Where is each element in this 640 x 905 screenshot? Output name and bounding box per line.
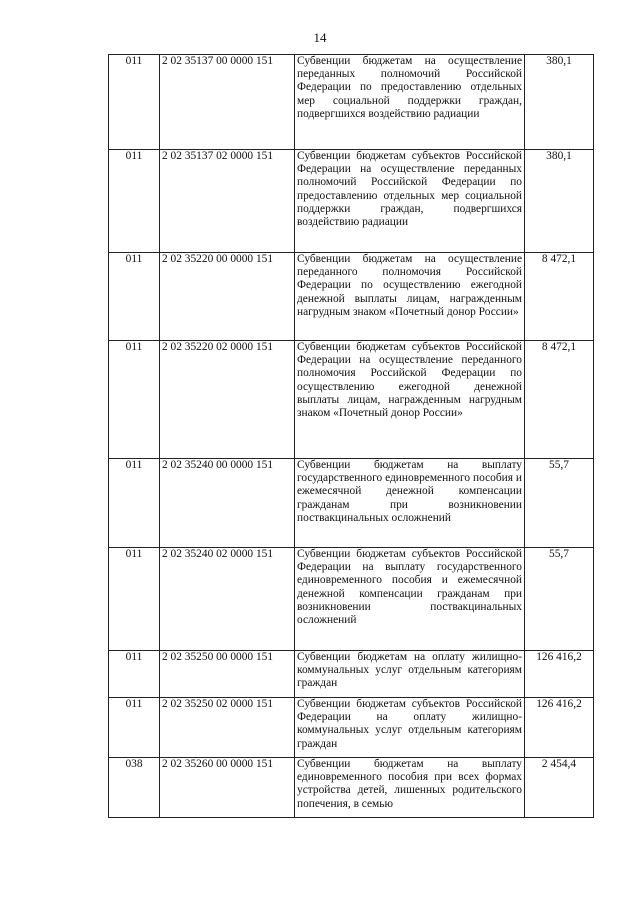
table-row: [109, 698, 594, 758]
table-row: [109, 651, 594, 698]
table-row: [109, 548, 594, 651]
kbk-code-cell: 2 02 35240 00 0000 151: [160, 459, 295, 548]
table-row: [109, 341, 594, 459]
kbk-code-cell: 2 02 35220 00 0000 151: [160, 253, 295, 341]
table-row: [109, 253, 594, 341]
amount-cell: 380,1: [525, 55, 594, 150]
amount-cell: 380,1: [525, 150, 594, 253]
budget-table: [108, 54, 594, 818]
admin-code-cell: 011: [109, 253, 160, 341]
revenue-name-cell: Субвенции бюджетам на выплату единовременного пособия при всех формах устройства детей, лишенных родительского попечения, в семью: [295, 758, 525, 818]
amount-cell: 8 472,1: [525, 253, 594, 341]
amount-cell: 126 416,2: [525, 698, 594, 758]
table-row: [109, 150, 594, 253]
revenue-name-cell: Субвенции бюджетам на оплату жилищно-коммунальных услуг отдельным категориям граждан: [295, 651, 525, 698]
revenue-name-cell: Субвенции бюджетам на осуществление переданных полномочий Российской Федерации по предоставлению отдельных мер социальной поддержки граждан, подвергшихся воздействию радиации: [295, 55, 525, 150]
table-row: [109, 55, 594, 150]
revenue-name-cell: Субвенции бюджетам субъектов Российской Федерации на осуществление переданных полномочий Российской Федерации по предоставлению отдельных мер социальной поддержки граждан, подвергшихся воздействию радиации: [295, 150, 525, 253]
admin-code-cell: 011: [109, 548, 160, 651]
amount-cell: 2 454,4: [525, 758, 594, 818]
revenue-name-cell: Субвенции бюджетам на осуществление переданного полномочия Российской Федерации по осуществлению ежегодной денежной выплаты лицам, награжденным нагрудным знаком «Почетный донор России»: [295, 253, 525, 341]
page-number: 14: [313, 30, 327, 45]
table-row: [109, 758, 594, 818]
revenue-name-cell: Субвенции бюджетам субъектов Российской Федерации на осуществление переданного полномочия Российской Федерации по осуществлению ежегодной денежной выплаты лицам, награжденным нагрудным знаком «Почетный донор России»: [295, 341, 525, 459]
revenue-name-cell: Субвенции бюджетам на выплату государственного единовременного пособия и ежемесячной денежной компенсации гражданам при возникновении поствакцинальных осложнений: [295, 459, 525, 548]
admin-code-cell: 011: [109, 698, 160, 758]
admin-code-cell: 011: [109, 651, 160, 698]
amount-cell: 55,7: [525, 459, 594, 548]
kbk-code-cell: 2 02 35220 02 0000 151: [160, 341, 295, 459]
table-row: [109, 459, 594, 548]
kbk-code-cell: 2 02 35250 02 0000 151: [160, 698, 295, 758]
revenue-name-cell: Субвенции бюджетам субъектов Российской Федерации на оплату жилищно-коммунальных услуг отдельным категориям граждан: [295, 698, 525, 758]
kbk-code-cell: 2 02 35240 02 0000 151: [160, 548, 295, 651]
kbk-code-cell: 2 02 35260 00 0000 151: [160, 758, 295, 818]
admin-code-cell: 011: [109, 341, 160, 459]
revenue-name-cell: Субвенции бюджетам субъектов Российской Федерации на выплату государственного единовременного пособия и ежемесячной денежной компенсации гражданам при возникновении поствакцинальных осложнений: [295, 548, 525, 651]
admin-code-cell: 038: [109, 758, 160, 818]
amount-cell: 126 416,2: [525, 651, 594, 698]
admin-code-cell: 011: [109, 150, 160, 253]
kbk-code-cell: 2 02 35250 00 0000 151: [160, 651, 295, 698]
kbk-code-cell: 2 02 35137 02 0000 151: [160, 150, 295, 253]
admin-code-cell: 011: [109, 459, 160, 548]
kbk-code-cell: 2 02 35137 00 0000 151: [160, 55, 295, 150]
amount-cell: 8 472,1: [525, 341, 594, 459]
admin-code-cell: 011: [109, 55, 160, 150]
amount-cell: 55,7: [525, 548, 594, 651]
